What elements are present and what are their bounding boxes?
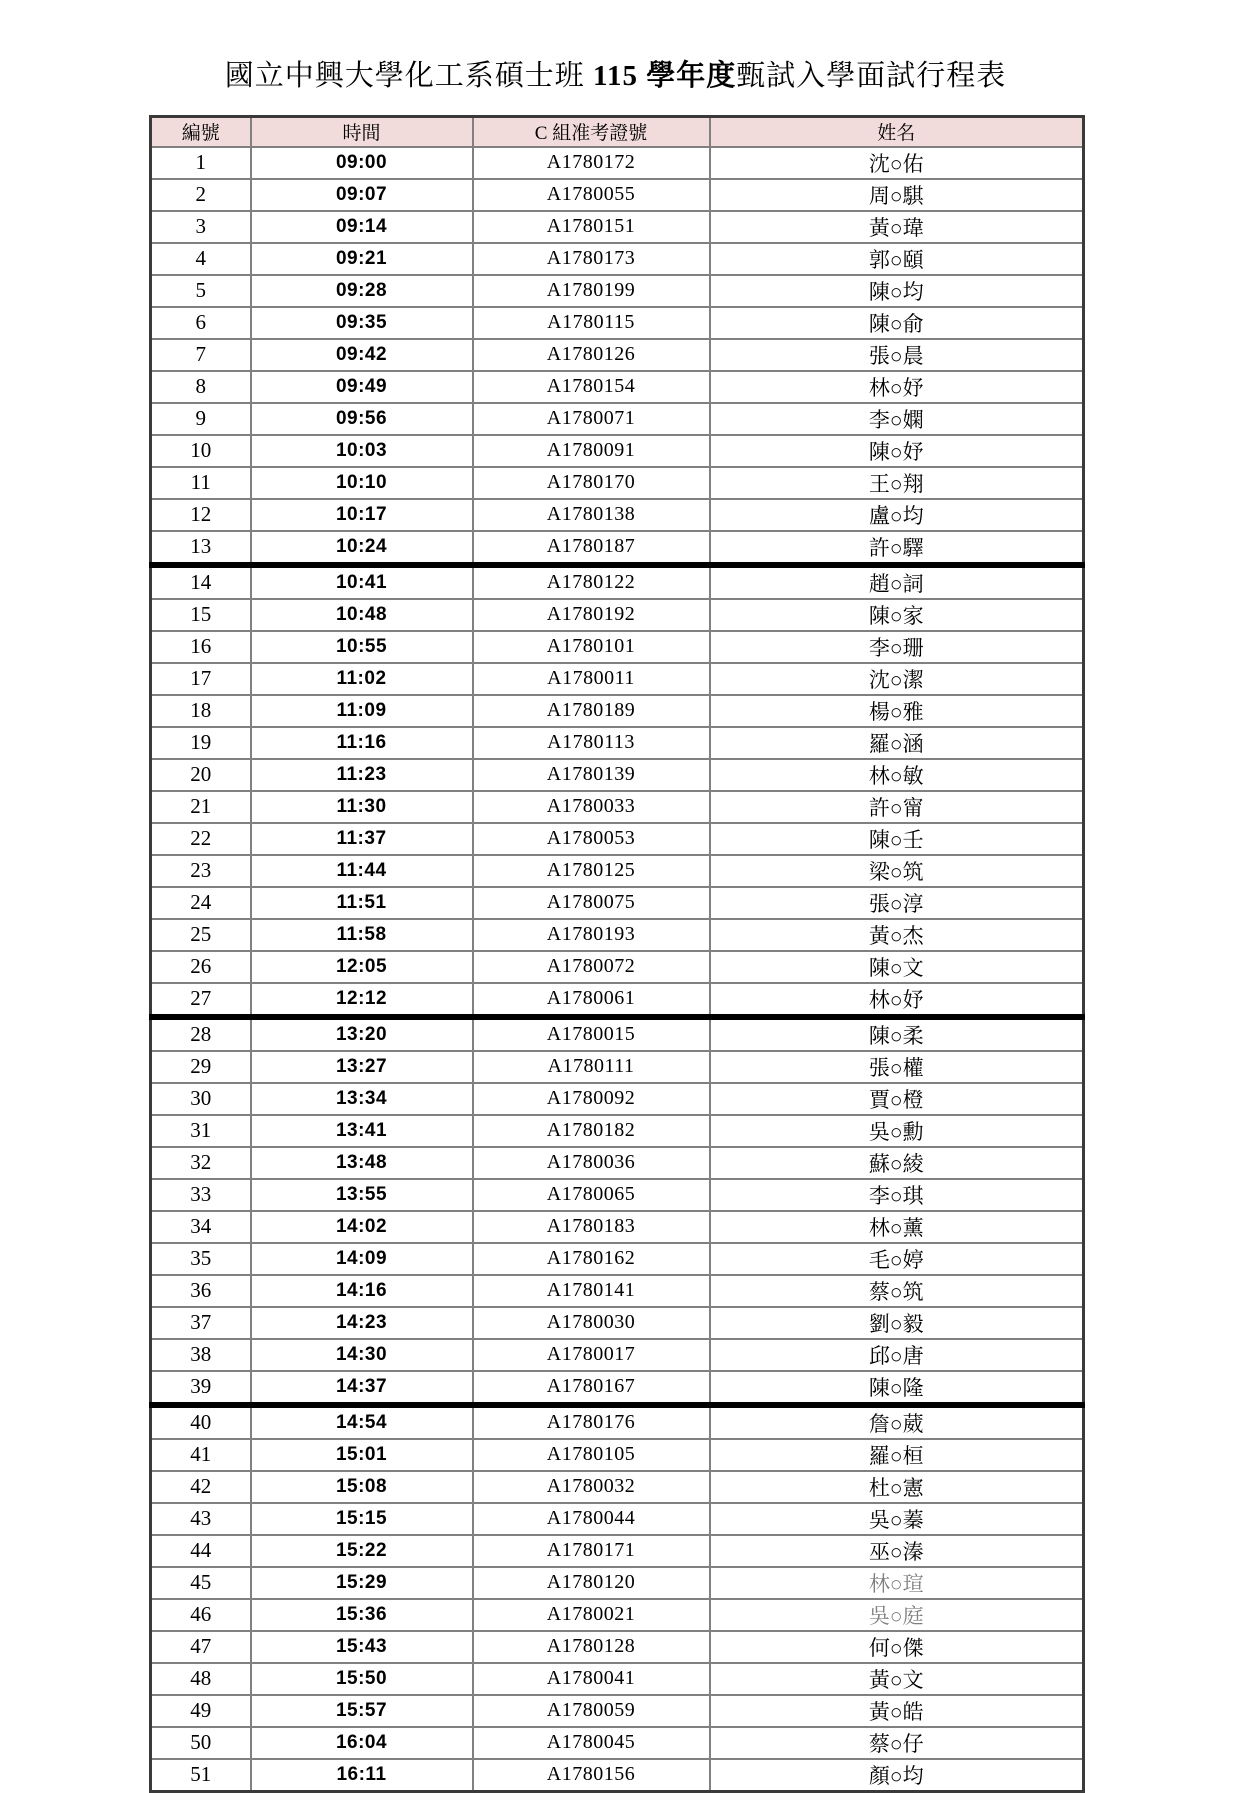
cell-ticket: A1780187 xyxy=(473,531,710,565)
table-row xyxy=(151,1759,1084,1792)
cell-time: 11:23 xyxy=(251,759,473,791)
cell-no: 51 xyxy=(151,1759,251,1792)
cell-name: 沈○潔 xyxy=(710,663,1084,695)
cell-name: 沈○佑 xyxy=(710,147,1084,179)
table-row xyxy=(151,727,1084,759)
table-row xyxy=(151,1211,1084,1243)
cell-time: 15:01 xyxy=(251,1439,473,1471)
cell-name: 林○敏 xyxy=(710,759,1084,791)
cell-name: 林○妤 xyxy=(710,983,1084,1017)
cell-name: 賈○橙 xyxy=(710,1083,1084,1115)
cell-ticket: A1780113 xyxy=(473,727,710,759)
cell-time: 09:00 xyxy=(251,147,473,179)
cell-time: 09:28 xyxy=(251,275,473,307)
table-row xyxy=(151,307,1084,339)
cell-time: 16:04 xyxy=(251,1727,473,1759)
cell-ticket: A1780173 xyxy=(473,243,710,275)
cell-no: 46 xyxy=(151,1599,251,1631)
cell-time: 12:05 xyxy=(251,951,473,983)
cell-no: 14 xyxy=(151,565,251,599)
cell-name: 陳○文 xyxy=(710,951,1084,983)
cell-time: 15:43 xyxy=(251,1631,473,1663)
cell-no: 1 xyxy=(151,147,251,179)
cell-ticket: A1780162 xyxy=(473,1243,710,1275)
cell-time: 09:35 xyxy=(251,307,473,339)
cell-name: 趙○詞 xyxy=(710,565,1084,599)
cell-no: 40 xyxy=(151,1405,251,1439)
cell-no: 41 xyxy=(151,1439,251,1471)
table-row xyxy=(151,1405,1084,1439)
cell-ticket: A1780199 xyxy=(473,275,710,307)
page-title-part1: 國立中興大學化工系碩士班 xyxy=(224,60,594,92)
cell-ticket: A1780171 xyxy=(473,1535,710,1567)
table-row xyxy=(151,565,1084,599)
table-header-row xyxy=(151,117,1084,147)
cell-no: 11 xyxy=(151,467,251,499)
cell-name: 李○嫻 xyxy=(710,403,1084,435)
header-cell-ticket: C 組准考證號 xyxy=(473,117,710,147)
cell-no: 30 xyxy=(151,1083,251,1115)
table-row xyxy=(151,147,1084,179)
cell-name: 林○薰 xyxy=(710,1211,1084,1243)
cell-no: 28 xyxy=(151,1017,251,1051)
table-row xyxy=(151,1179,1084,1211)
table-row xyxy=(151,499,1084,531)
cell-ticket: A1780182 xyxy=(473,1115,710,1147)
cell-time: 10:03 xyxy=(251,435,473,467)
cell-ticket: A1780055 xyxy=(473,179,710,211)
cell-name: 詹○葳 xyxy=(710,1405,1084,1439)
cell-name: 盧○均 xyxy=(710,499,1084,531)
cell-ticket: A1780030 xyxy=(473,1307,710,1339)
cell-time: 13:55 xyxy=(251,1179,473,1211)
table-row xyxy=(151,1307,1084,1339)
cell-name: 許○甯 xyxy=(710,791,1084,823)
cell-time: 09:49 xyxy=(251,371,473,403)
cell-ticket: A1780154 xyxy=(473,371,710,403)
cell-no: 48 xyxy=(151,1663,251,1695)
table-row xyxy=(151,631,1084,663)
cell-time: 13:20 xyxy=(251,1017,473,1051)
cell-name: 張○權 xyxy=(710,1051,1084,1083)
cell-no: 43 xyxy=(151,1503,251,1535)
cell-name: 陳○妤 xyxy=(710,435,1084,467)
cell-name: 陳○家 xyxy=(710,599,1084,631)
cell-ticket: A1780189 xyxy=(473,695,710,727)
table-row xyxy=(151,1017,1084,1051)
cell-time: 11:58 xyxy=(251,919,473,951)
cell-ticket: A1780045 xyxy=(473,1727,710,1759)
cell-ticket: A1780120 xyxy=(473,1567,710,1599)
cell-time: 10:10 xyxy=(251,467,473,499)
cell-no: 5 xyxy=(151,275,251,307)
cell-ticket: A1780036 xyxy=(473,1147,710,1179)
cell-ticket: A1780075 xyxy=(473,887,710,919)
table-row xyxy=(151,1051,1084,1083)
cell-time: 10:55 xyxy=(251,631,473,663)
cell-time: 14:02 xyxy=(251,1211,473,1243)
cell-no: 26 xyxy=(151,951,251,983)
table-row xyxy=(151,1631,1084,1663)
cell-ticket: A1780193 xyxy=(473,919,710,951)
cell-name: 蔡○筑 xyxy=(710,1275,1084,1307)
cell-no: 35 xyxy=(151,1243,251,1275)
cell-time: 15:15 xyxy=(251,1503,473,1535)
cell-no: 34 xyxy=(151,1211,251,1243)
table-row xyxy=(151,243,1084,275)
cell-ticket: A1780167 xyxy=(473,1371,710,1405)
cell-time: 11:02 xyxy=(251,663,473,695)
cell-no: 18 xyxy=(151,695,251,727)
cell-time: 09:14 xyxy=(251,211,473,243)
cell-name: 陳○柔 xyxy=(710,1017,1084,1051)
cell-ticket: A1780176 xyxy=(473,1405,710,1439)
table-row xyxy=(151,1535,1084,1567)
cell-name: 吳○蓁 xyxy=(710,1503,1084,1535)
cell-time: 15:08 xyxy=(251,1471,473,1503)
cell-time: 09:21 xyxy=(251,243,473,275)
cell-name: 李○珊 xyxy=(710,631,1084,663)
table-row xyxy=(151,1083,1084,1115)
cell-no: 39 xyxy=(151,1371,251,1405)
cell-time: 11:09 xyxy=(251,695,473,727)
cell-ticket: A1780072 xyxy=(473,951,710,983)
cell-ticket: A1780092 xyxy=(473,1083,710,1115)
cell-name: 何○傑 xyxy=(710,1631,1084,1663)
cell-ticket: A1780156 xyxy=(473,1759,710,1792)
cell-time: 14:37 xyxy=(251,1371,473,1405)
cell-ticket: A1780041 xyxy=(473,1663,710,1695)
cell-no: 25 xyxy=(151,919,251,951)
cell-name: 陳○均 xyxy=(710,275,1084,307)
cell-no: 45 xyxy=(151,1567,251,1599)
table-row xyxy=(151,599,1084,631)
cell-no: 27 xyxy=(151,983,251,1017)
table-row xyxy=(151,919,1084,951)
cell-no: 12 xyxy=(151,499,251,531)
table-row xyxy=(151,339,1084,371)
cell-time: 10:48 xyxy=(251,599,473,631)
cell-ticket: A1780138 xyxy=(473,499,710,531)
table-row xyxy=(151,1371,1084,1405)
cell-time: 15:36 xyxy=(251,1599,473,1631)
cell-no: 47 xyxy=(151,1631,251,1663)
cell-ticket: A1780017 xyxy=(473,1339,710,1371)
cell-no: 36 xyxy=(151,1275,251,1307)
cell-time: 14:23 xyxy=(251,1307,473,1339)
cell-ticket: A1780141 xyxy=(473,1275,710,1307)
cell-time: 10:17 xyxy=(251,499,473,531)
table-row xyxy=(151,275,1084,307)
cell-name: 張○晨 xyxy=(710,339,1084,371)
cell-no: 50 xyxy=(151,1727,251,1759)
table-row xyxy=(151,1275,1084,1307)
cell-name: 黃○皓 xyxy=(710,1695,1084,1727)
cell-name: 李○琪 xyxy=(710,1179,1084,1211)
cell-ticket: A1780061 xyxy=(473,983,710,1017)
cell-no: 33 xyxy=(151,1179,251,1211)
cell-no: 49 xyxy=(151,1695,251,1727)
table-row xyxy=(151,983,1084,1017)
cell-time: 11:51 xyxy=(251,887,473,919)
table-row xyxy=(151,1503,1084,1535)
cell-name: 周○騏 xyxy=(710,179,1084,211)
cell-time: 15:50 xyxy=(251,1663,473,1695)
cell-no: 37 xyxy=(151,1307,251,1339)
cell-time: 11:16 xyxy=(251,727,473,759)
cell-ticket: A1780128 xyxy=(473,1631,710,1663)
cell-no: 10 xyxy=(151,435,251,467)
cell-name: 巫○溱 xyxy=(710,1535,1084,1567)
cell-time: 14:54 xyxy=(251,1405,473,1439)
cell-name: 林○妤 xyxy=(710,371,1084,403)
table-body xyxy=(151,147,1084,1792)
table-row xyxy=(151,1471,1084,1503)
cell-ticket: A1780071 xyxy=(473,403,710,435)
cell-no: 24 xyxy=(151,887,251,919)
cell-ticket: A1780170 xyxy=(473,467,710,499)
cell-name: 陳○俞 xyxy=(710,307,1084,339)
cell-no: 17 xyxy=(151,663,251,695)
cell-time: 14:09 xyxy=(251,1243,473,1275)
cell-name: 杜○憲 xyxy=(710,1471,1084,1503)
cell-no: 44 xyxy=(151,1535,251,1567)
cell-time: 13:48 xyxy=(251,1147,473,1179)
cell-time: 15:29 xyxy=(251,1567,473,1599)
cell-name: 梁○筑 xyxy=(710,855,1084,887)
cell-ticket: A1780101 xyxy=(473,631,710,663)
cell-time: 13:34 xyxy=(251,1083,473,1115)
cell-time: 10:41 xyxy=(251,565,473,599)
cell-ticket: A1780122 xyxy=(473,565,710,599)
page-title-part3: 甄試入學面試行程表 xyxy=(736,60,1007,92)
cell-time: 10:24 xyxy=(251,531,473,565)
table-row xyxy=(151,1599,1084,1631)
table-row xyxy=(151,1695,1084,1727)
cell-no: 15 xyxy=(151,599,251,631)
table-row xyxy=(151,1567,1084,1599)
cell-no: 3 xyxy=(151,211,251,243)
table-row xyxy=(151,1115,1084,1147)
cell-name: 張○淳 xyxy=(710,887,1084,919)
cell-name: 林○瑄 xyxy=(710,1567,1084,1599)
cell-ticket: A1780183 xyxy=(473,1211,710,1243)
cell-time: 12:12 xyxy=(251,983,473,1017)
cell-time: 15:22 xyxy=(251,1535,473,1567)
cell-time: 13:27 xyxy=(251,1051,473,1083)
cell-time: 09:07 xyxy=(251,179,473,211)
cell-ticket: A1780044 xyxy=(473,1503,710,1535)
page-title-year: 115 學年度 xyxy=(593,60,737,92)
cell-time: 14:16 xyxy=(251,1275,473,1307)
cell-no: 2 xyxy=(151,179,251,211)
table-row xyxy=(151,403,1084,435)
cell-name: 楊○雅 xyxy=(710,695,1084,727)
cell-no: 20 xyxy=(151,759,251,791)
cell-time: 11:37 xyxy=(251,823,473,855)
cell-time: 09:56 xyxy=(251,403,473,435)
cell-no: 16 xyxy=(151,631,251,663)
table-row xyxy=(151,531,1084,565)
cell-name: 羅○涵 xyxy=(710,727,1084,759)
table-row xyxy=(151,1439,1084,1471)
cell-no: 6 xyxy=(151,307,251,339)
cell-time: 16:11 xyxy=(251,1759,473,1792)
cell-no: 22 xyxy=(151,823,251,855)
header-cell-name: 姓名 xyxy=(710,117,1084,147)
cell-ticket: A1780011 xyxy=(473,663,710,695)
cell-name: 劉○毅 xyxy=(710,1307,1084,1339)
table-row xyxy=(151,179,1084,211)
cell-name: 黃○杰 xyxy=(710,919,1084,951)
table-row xyxy=(151,467,1084,499)
cell-name: 郭○頤 xyxy=(710,243,1084,275)
table-row xyxy=(151,823,1084,855)
table-row xyxy=(151,759,1084,791)
cell-no: 13 xyxy=(151,531,251,565)
table-row xyxy=(151,1243,1084,1275)
cell-name: 邱○唐 xyxy=(710,1339,1084,1371)
table-row xyxy=(151,435,1084,467)
table-row xyxy=(151,1663,1084,1695)
cell-ticket: A1780091 xyxy=(473,435,710,467)
cell-no: 19 xyxy=(151,727,251,759)
table-row xyxy=(151,371,1084,403)
cell-name: 陳○壬 xyxy=(710,823,1084,855)
cell-no: 29 xyxy=(151,1051,251,1083)
cell-name: 黃○文 xyxy=(710,1663,1084,1695)
cell-time: 13:41 xyxy=(251,1115,473,1147)
cell-ticket: A1780032 xyxy=(473,1471,710,1503)
table-row xyxy=(151,887,1084,919)
cell-no: 21 xyxy=(151,791,251,823)
table-row xyxy=(151,855,1084,887)
cell-ticket: A1780125 xyxy=(473,855,710,887)
cell-ticket: A1780115 xyxy=(473,307,710,339)
cell-ticket: A1780033 xyxy=(473,791,710,823)
cell-name: 羅○桓 xyxy=(710,1439,1084,1471)
cell-ticket: A1780172 xyxy=(473,147,710,179)
cell-name: 顏○均 xyxy=(710,1759,1084,1792)
cell-name: 吳○庭 xyxy=(710,1599,1084,1631)
cell-name: 吳○勳 xyxy=(710,1115,1084,1147)
table-row xyxy=(151,211,1084,243)
cell-time: 11:30 xyxy=(251,791,473,823)
cell-time: 11:44 xyxy=(251,855,473,887)
cell-name: 黃○瑋 xyxy=(710,211,1084,243)
cell-no: 7 xyxy=(151,339,251,371)
cell-name: 蔡○仔 xyxy=(710,1727,1084,1759)
cell-time: 15:57 xyxy=(251,1695,473,1727)
cell-ticket: A1780126 xyxy=(473,339,710,371)
table-row xyxy=(151,791,1084,823)
cell-no: 8 xyxy=(151,371,251,403)
cell-ticket: A1780053 xyxy=(473,823,710,855)
cell-ticket: A1780192 xyxy=(473,599,710,631)
table-row xyxy=(151,1727,1084,1759)
cell-name: 王○翔 xyxy=(710,467,1084,499)
cell-no: 32 xyxy=(151,1147,251,1179)
cell-no: 42 xyxy=(151,1471,251,1503)
table-row xyxy=(151,663,1084,695)
cell-ticket: A1780015 xyxy=(473,1017,710,1051)
table-row xyxy=(151,1147,1084,1179)
cell-time: 09:42 xyxy=(251,339,473,371)
cell-ticket: A1780059 xyxy=(473,1695,710,1727)
table-row xyxy=(151,1339,1084,1371)
cell-time: 14:30 xyxy=(251,1339,473,1371)
page-title xyxy=(149,56,1082,96)
cell-no: 23 xyxy=(151,855,251,887)
schedule-table xyxy=(149,115,1085,1793)
cell-ticket: A1780021 xyxy=(473,1599,710,1631)
cell-no: 4 xyxy=(151,243,251,275)
header-cell-time: 時間 xyxy=(251,117,473,147)
cell-name: 蘇○綾 xyxy=(710,1147,1084,1179)
cell-no: 31 xyxy=(151,1115,251,1147)
cell-no: 38 xyxy=(151,1339,251,1371)
cell-name: 許○驛 xyxy=(710,531,1084,565)
cell-ticket: A1780105 xyxy=(473,1439,710,1471)
cell-ticket: A1780151 xyxy=(473,211,710,243)
cell-ticket: A1780139 xyxy=(473,759,710,791)
cell-no: 9 xyxy=(151,403,251,435)
cell-ticket: A1780065 xyxy=(473,1179,710,1211)
table-row xyxy=(151,695,1084,727)
cell-name: 毛○婷 xyxy=(710,1243,1084,1275)
cell-ticket: A1780111 xyxy=(473,1051,710,1083)
table-row xyxy=(151,951,1084,983)
header-cell-number: 編號 xyxy=(151,117,251,147)
cell-name: 陳○隆 xyxy=(710,1371,1084,1405)
